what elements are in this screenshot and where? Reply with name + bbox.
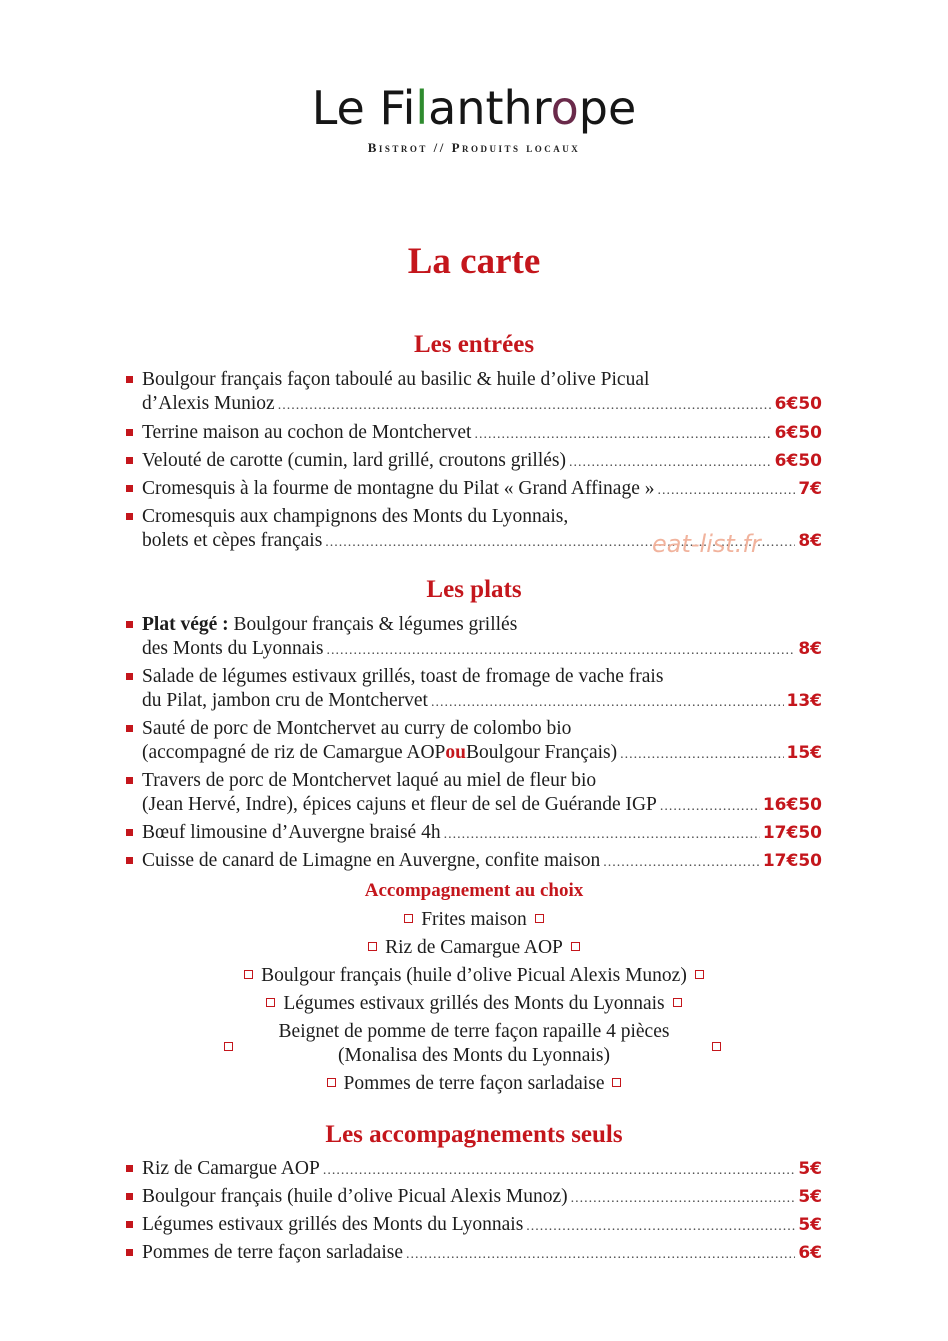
bullet-icon: [126, 621, 133, 628]
menu-item: Velouté de carotte (cumin, lard grillé, croutons grillés) ..... 6€50: [126, 449, 822, 475]
bullet-icon: [126, 725, 133, 732]
tagline: Bistrot // Produits locaux: [367, 140, 581, 155]
price: 15€: [786, 743, 822, 763]
menu-item: Sauté de porc de Montchervet au curry de colombo bio (accompagné de riz de Camargue AOP ou Boulgour Français) ..... 15€: [126, 717, 822, 767]
checkbox-square-icon: [266, 998, 275, 1007]
price: 7€: [798, 479, 822, 499]
menu-item: Travers de porc de Montchervet laqué au miel de fleur bio (Jean Hervé, Indre), épices cajuns et fleur de sel de Guérande IGP ..... 16€50: [126, 769, 822, 819]
bullet-icon: [126, 857, 133, 864]
menu-item: Cromesquis à la fourme de montagne du Pilat « Grand Affinage » ..... 7€: [126, 477, 822, 503]
accompaniment-option: Légumes estivaux grillés des Monts du Lyonnais: [0, 992, 948, 1016]
menu-item: Salade de légumes estivaux grillés, toast de fromage de vache frais du Pilat, jambon cru de Montchervet ..... 13€: [126, 665, 822, 715]
logo-block: [0, 78, 948, 156]
fork-icon: l: [415, 81, 429, 135]
menu-item: Cuisse de canard de Limagne en Auvergne, confite maison ..... 17€50: [126, 849, 822, 875]
bullet-icon: [126, 1193, 133, 1200]
checkbox-square-icon: [571, 942, 580, 951]
price: 6€50: [774, 451, 822, 471]
menu-item: Bœuf limousine d’Auvergne braisé 4h ..... 17€50: [126, 821, 822, 847]
price: 6€50: [774, 394, 822, 414]
price: 8€: [798, 639, 822, 659]
bullet-icon: [126, 1249, 133, 1256]
checkbox-square-icon: [673, 998, 682, 1007]
bullet-icon: [126, 485, 133, 492]
checkbox-square-icon: [695, 970, 704, 979]
price: 8€: [798, 531, 822, 551]
price: 13€: [786, 691, 822, 711]
page-title: La carte: [407, 241, 541, 282]
menu-item: Riz de Camargue AOP ..... 5€: [126, 1157, 822, 1183]
section-title-accompagnements-seuls: Les accompagnements seuls: [325, 1121, 623, 1148]
checkbox-square-icon: [612, 1078, 621, 1087]
accompaniment-option: Frites maison: [0, 908, 948, 932]
grape-icon: o: [550, 81, 579, 135]
section-title-plats: Les plats: [426, 576, 522, 603]
bullet-icon: [126, 1221, 133, 1228]
bullet-icon: [126, 829, 133, 836]
price: 5€: [798, 1215, 822, 1235]
checkbox-square-icon: [368, 942, 377, 951]
menu-item: Pommes de terre façon sarladaise ..... 6€: [126, 1241, 822, 1267]
accompaniment-choice-title: Accompagnement au choix: [364, 880, 584, 901]
accompaniment-option: Riz de Camargue AOP: [0, 936, 948, 960]
bullet-icon: [126, 673, 133, 680]
price: 6€50: [774, 423, 822, 443]
menu-item: Légumes estivaux grillés des Monts du Lyonnais ..... 5€: [126, 1213, 822, 1239]
price: 16€50: [762, 795, 822, 815]
price: 17€50: [762, 851, 822, 871]
menu-item: Plat végé : Boulgour français & légumes grillés des Monts du Lyonnais ..... 8€: [126, 613, 822, 663]
restaurant-logo: Le Filanthrope: [311, 81, 637, 135]
accompaniment-option: Boulgour français (huile d’olive Picual Alexis Munoz): [0, 964, 948, 988]
bullet-icon: [126, 457, 133, 464]
bullet-icon: [126, 376, 133, 383]
checkbox-square-icon: [712, 1042, 721, 1051]
price: 5€: [798, 1159, 822, 1179]
checkbox-square-icon: [327, 1078, 336, 1087]
bullet-icon: [126, 429, 133, 436]
section-title-entrees: Les entrées: [413, 331, 535, 358]
bullet-icon: [126, 1165, 133, 1172]
checkbox-square-icon: [404, 914, 413, 923]
bullet-icon: [126, 513, 133, 520]
checkbox-square-icon: [535, 914, 544, 923]
accompaniment-option: Pommes de terre façon sarladaise: [0, 1072, 948, 1096]
bullet-icon: [126, 777, 133, 784]
price: 17€50: [762, 823, 822, 843]
price: 5€: [798, 1187, 822, 1207]
checkbox-square-icon: [244, 970, 253, 979]
watermark: eat-list.fr: [652, 530, 761, 558]
menu-item: Boulgour français (huile d’olive Picual Alexis Munoz) ..... 5€: [126, 1185, 822, 1211]
menu-item: Terrine maison au cochon de Montchervet ..... 6€50: [126, 421, 822, 447]
menu-item: Cromesquis aux champignons des Monts du Lyonnais, bolets et cèpes français ..... 8€: [126, 505, 822, 555]
menu-item: Boulgour français façon taboulé au basilic & huile d’olive Picual d’Alexis Munioz ..... 6€50: [126, 368, 822, 418]
price: 6€: [798, 1243, 822, 1263]
accompaniment-option: Beignet de pomme de terre façon rapaille 4 pièces (Monalisa des Monts du Lyonnais): [0, 1020, 948, 1070]
